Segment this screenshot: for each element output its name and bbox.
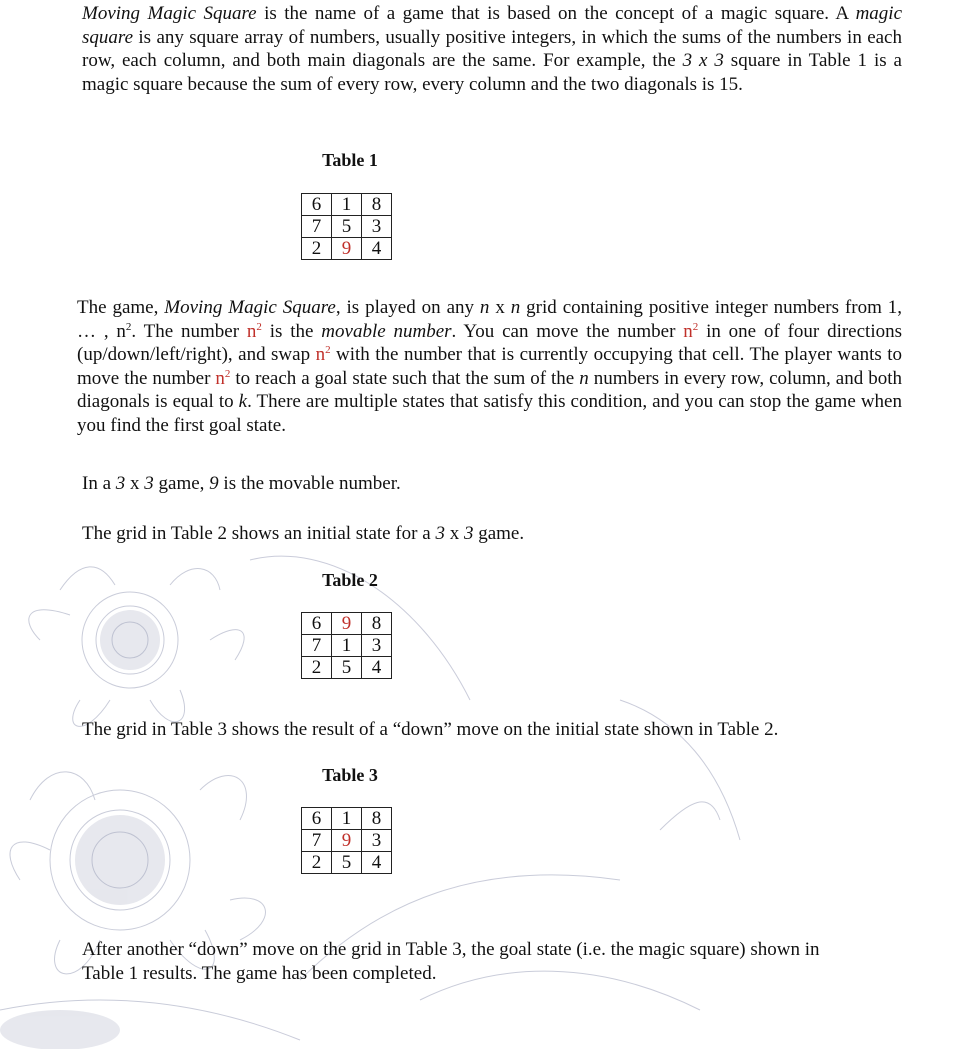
table3-cell-movable: 9 xyxy=(332,830,362,852)
rules-text: The game, xyxy=(77,297,165,318)
table2-intro-text: x xyxy=(444,523,464,544)
table3-row xyxy=(302,808,392,830)
table3-cell: 8 xyxy=(362,808,392,830)
table3-cell: 7 xyxy=(302,830,332,852)
intro-text-3: square in Table 1 is a magic square because the sum of every row, every column and the two diagonals is 15. xyxy=(82,50,902,95)
table1-cell: 8 xyxy=(362,194,392,216)
table2-cell: 6 xyxy=(302,613,332,635)
table3-cell: 2 xyxy=(302,852,332,874)
table1-cell: 4 xyxy=(362,238,392,260)
table2-intro xyxy=(82,522,902,546)
table1-cell: 2 xyxy=(302,238,332,260)
rules-n-squared-base: n xyxy=(315,344,326,365)
rules-n-squared-base: n xyxy=(246,320,257,342)
intro-size: 3 x 3 xyxy=(682,50,724,71)
table1-cell-movable: 9 xyxy=(332,238,362,260)
rules-text: is the xyxy=(261,320,322,342)
table1-cell: 7 xyxy=(302,216,332,238)
table2-cell: 5 xyxy=(332,657,362,679)
table2-cell: 7 xyxy=(302,635,332,657)
movable-nine: 9 xyxy=(209,473,219,494)
rules-text: to reach a goal state such that the sum of the xyxy=(230,367,580,389)
table1-cell: 1 xyxy=(332,194,362,216)
movable-size: 3 xyxy=(115,473,126,494)
rules-text: . You can move the number xyxy=(451,320,684,342)
table3-row xyxy=(302,830,392,852)
table2-intro-size: 3 xyxy=(463,523,474,544)
table3-intro: The grid in Table 3 shows the result of a “down” move on the initial state shown in Table 2. xyxy=(82,719,779,740)
rules-superscript: 2 xyxy=(224,367,231,380)
rules-superscript: 2 xyxy=(256,320,262,333)
rules-k: k xyxy=(238,391,248,412)
table2-caption: Table 2 xyxy=(322,570,378,590)
table1-caption: Table 1 xyxy=(322,150,378,170)
rules-game-name: Moving Magic Square xyxy=(164,297,336,318)
intro-text-2: is any square array of numbers, usually positive integers, in which the sums of the numbers in each row, each column, and both main diagonals are the same. For example, the xyxy=(82,26,902,71)
table2-row xyxy=(302,635,392,657)
rules-text: , is played on any xyxy=(335,297,480,318)
rules-n: n xyxy=(479,297,490,318)
rules-text: . The number xyxy=(131,320,247,342)
table2-cell: 3 xyxy=(362,635,392,657)
rules-text: grid containing positive integer numbers from 1, … , n xyxy=(77,297,903,342)
intro-term: magic square xyxy=(82,3,902,48)
table3-grid xyxy=(301,807,392,874)
table3-cell: 1 xyxy=(332,808,362,830)
rules-superscript: 2 xyxy=(325,344,331,356)
table3-cell: 5 xyxy=(332,852,362,874)
rules-n-squared xyxy=(683,321,698,342)
rules-text: numbers in every row, column, and both diagonals is equal to xyxy=(77,367,902,412)
table3-cell: 6 xyxy=(302,808,332,830)
rules-x: x xyxy=(489,297,511,318)
table1-cell: 5 xyxy=(332,216,362,238)
table1-row xyxy=(302,216,392,238)
rules-movable-term: movable number xyxy=(321,320,452,342)
table1-cell: 6 xyxy=(302,194,332,216)
rules-n-squared-base: n xyxy=(215,367,225,389)
rules-n-squared xyxy=(247,321,262,342)
intro-title: Moving Magic Square xyxy=(82,3,257,24)
table2-intro-size: 3 xyxy=(435,523,445,544)
intro-paragraph xyxy=(82,2,902,96)
table2-row xyxy=(302,613,392,635)
intro-text-1: is the name of a game that is based on the concept of a magic square. A xyxy=(256,3,856,24)
rules-paragraph xyxy=(77,296,902,437)
table2-intro-text: game. xyxy=(473,523,525,544)
table2-cell: 2 xyxy=(302,657,332,679)
rules-n: n xyxy=(510,297,521,318)
table3-cell: 3 xyxy=(362,830,392,852)
table3-caption: Table 3 xyxy=(322,765,378,785)
movable-text: is the movable number. xyxy=(218,473,401,494)
movable-text: x xyxy=(125,473,145,494)
rules-text: . There are multiple states that satisfy this condition, and you can stop the game when you find the first goal state. xyxy=(77,391,902,436)
movable-number-line xyxy=(82,472,902,496)
rules-n: n xyxy=(579,367,589,389)
table2-cell: 4 xyxy=(362,657,392,679)
movable-text: game, xyxy=(153,473,210,494)
table3-cell: 4 xyxy=(362,852,392,874)
table1-row xyxy=(302,194,392,216)
table1-row xyxy=(302,238,392,260)
movable-text: In a xyxy=(82,473,116,494)
table2-cell: 1 xyxy=(332,635,362,657)
table1-cell: 3 xyxy=(362,216,392,238)
rules-text: in one of four directions (up/down/left/right), and swap xyxy=(77,320,903,365)
rules-n-squared-base: n xyxy=(683,320,693,342)
table2-cell: 8 xyxy=(362,613,392,635)
table2-cell-movable: 9 xyxy=(332,613,362,635)
conclusion-paragraph: After another “down” move on the grid in Table 3, the goal state (i.e. the magic square) shown in Table 1 results. The game has been completed. xyxy=(82,939,820,984)
movable-size: 3 xyxy=(144,473,154,494)
rules-n-squared xyxy=(215,368,230,389)
rules-text: with the number that is currently occupying that cell. The player wants to move the number xyxy=(77,344,902,389)
rules-superscript: 2 xyxy=(692,320,699,333)
table2-grid xyxy=(301,612,392,679)
table3-row xyxy=(302,852,392,874)
table2-intro-text: The grid in Table 2 shows an initial state for a xyxy=(82,523,436,544)
table1-grid xyxy=(301,193,392,260)
table2-row xyxy=(302,657,392,679)
rules-superscript: 2 xyxy=(125,320,132,333)
rules-n-squared xyxy=(316,344,331,365)
